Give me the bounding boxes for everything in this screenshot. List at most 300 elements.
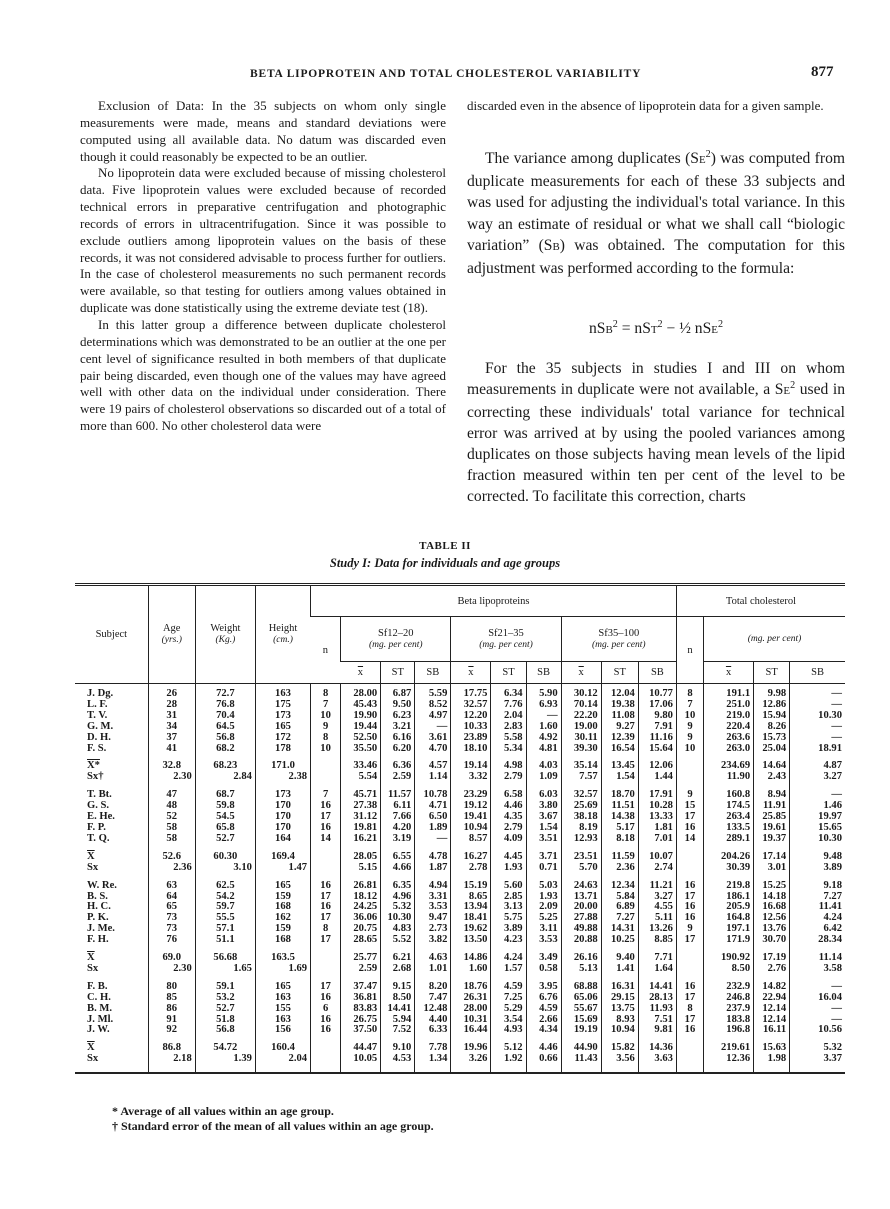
table-cell: 76.8 <box>195 700 255 711</box>
table-cell: 28 <box>148 700 195 711</box>
table-cell: 62.5 <box>195 881 255 892</box>
table-cell: 263.6 <box>704 733 754 744</box>
sx-label: Sx <box>87 962 99 974</box>
spacer-cell <box>255 1065 310 1073</box>
mean-cell: 4.46 <box>526 1043 561 1054</box>
table-cell: 10 <box>676 711 703 722</box>
mean-cell: 26.16 <box>561 953 601 964</box>
subject-name: B. S. <box>87 890 108 902</box>
table-cell: 26 <box>148 684 195 700</box>
subject-name: C. H. <box>87 991 111 1003</box>
table-cell: 25.69 <box>561 801 601 812</box>
table-cell: 6.16 <box>381 733 415 744</box>
table-cell: 289.1 <box>704 834 754 845</box>
header-age <box>148 585 195 684</box>
table-cell: 7 <box>676 700 703 711</box>
table-cell: 20.88 <box>561 935 601 946</box>
sx-label: Sx† <box>87 771 104 783</box>
table-cell: — <box>790 684 845 700</box>
table-cell: 17 <box>311 892 341 903</box>
table-cell: 16 <box>311 881 341 892</box>
text: nS <box>588 320 606 337</box>
table-cell: 92 <box>148 1025 195 1036</box>
mean-cell: 19.14 <box>451 761 491 772</box>
table-cell: 16 <box>676 823 703 834</box>
table-cell: 56.8 <box>195 1025 255 1036</box>
table-cell: 7.01 <box>638 834 676 845</box>
group-sx-row <box>75 863 845 874</box>
table-cell: 17 <box>676 892 703 903</box>
mean-cell <box>676 761 703 772</box>
table-cell: 162 <box>255 913 310 924</box>
table-cell: 29.15 <box>601 993 638 1004</box>
table-cell: 59.8 <box>195 801 255 812</box>
table-cell: 5.58 <box>491 733 526 744</box>
table-cell: 2.09 <box>526 902 561 913</box>
table-cell: 58 <box>148 823 195 834</box>
spacer-cell <box>75 975 148 982</box>
table-title: TABLE II <box>419 540 471 552</box>
variance-formula <box>467 320 845 338</box>
sx-cell <box>676 863 703 874</box>
table-cell: 17.75 <box>451 684 491 700</box>
table-cell: 17.06 <box>638 700 676 711</box>
mean-cell: 13.45 <box>601 761 638 772</box>
table-cell: 16 <box>676 902 703 913</box>
table-cell: 5.90 <box>526 684 561 700</box>
table-cell: 19.19 <box>561 1025 601 1036</box>
table-cell: 10.25 <box>601 935 638 946</box>
table-cell: 27.88 <box>561 913 601 924</box>
table-cell: 13.75 <box>601 1004 638 1015</box>
table-cell: 2.66 <box>526 1015 561 1026</box>
table-cell: 8.50 <box>381 993 415 1004</box>
table-cell: 18.91 <box>790 744 845 755</box>
table-cell: 26.81 <box>341 881 381 892</box>
table-cell: 16.68 <box>754 902 790 913</box>
table-cell: 14.82 <box>754 982 790 993</box>
unit: (mg. per cent) <box>479 639 533 650</box>
table-cell: 59.7 <box>195 902 255 913</box>
table-cell: 37 <box>148 733 195 744</box>
sx-cell: 1.93 <box>491 863 526 874</box>
table-cell: 14.18 <box>754 892 790 903</box>
table-cell: 3.53 <box>415 902 451 913</box>
table-cell: 12.34 <box>601 881 638 892</box>
table-cell: 41 <box>148 744 195 755</box>
text: used in correcting these individuals' total variance for technical error was arrived at by using the pooled variances among duplicates on those subjects having mean levels of the lipid fraction measured within ten per cent of the level to be corrected. To facilitate this correction, charts <box>467 381 845 505</box>
mean-label: $\overline{X}$ <box>87 1042 95 1054</box>
sx-cell: 1.39 <box>195 1054 255 1065</box>
mean-cell: 5.32 <box>790 1043 845 1054</box>
sx-cell: 2.18 <box>148 1054 195 1065</box>
subscript: B <box>605 324 613 336</box>
table-cell: 7.47 <box>415 993 451 1004</box>
table-cell: 10.30 <box>381 913 415 924</box>
table-cell: 4.81 <box>526 744 561 755</box>
sx-cell: 0.66 <box>526 1054 561 1065</box>
table-cell: 15.65 <box>790 823 845 834</box>
data-table <box>75 583 845 1074</box>
superscript: 2 <box>717 318 723 330</box>
table-row <box>75 834 845 845</box>
table-cell: — <box>526 711 561 722</box>
table-cell: 6.93 <box>526 700 561 711</box>
table-cell: 16.21 <box>341 834 381 845</box>
table-cell: 5.60 <box>491 881 526 892</box>
paragraph-lipoprotein-exclusion: No lipoprotein data were excluded because of missing cholesterol data. Five lipoprotein values were excluded because of recorded technical errors in preparative centrifugation and photographic records of errors in ultracentrifugation. Since it was possible to exclude outliers among lipoprotein values on the basis of these records, it was not considered advisable to process further for outliers. In the case of cholesterol measurements no such permanent records were available, so that testing for outliers among values obtained in duplicate was done statistically using the extreme deviate test (18). <box>80 165 446 316</box>
subject-name: P. K. <box>87 912 109 924</box>
table-cell: 9.27 <box>601 722 638 733</box>
table-cell: 25.85 <box>754 812 790 823</box>
mean-cell: 171.0 <box>255 761 310 772</box>
text: For the 35 subjects in studies I and III on whom measurements in duplicate were not available, a S <box>467 360 845 398</box>
unit: (mg. per cent) <box>368 639 423 650</box>
table-cell: 163 <box>255 684 310 700</box>
table-cell: 15.25 <box>754 881 790 892</box>
header-sf12-20 <box>341 617 451 662</box>
unit: (cm.) <box>273 635 293 645</box>
sx-cell: 2.74 <box>638 863 676 874</box>
table-row <box>75 684 845 700</box>
mean-cell: 9.48 <box>790 852 845 863</box>
spacer-cell <box>311 1036 341 1043</box>
table-cell: 9.50 <box>381 700 415 711</box>
table-cell: 19.00 <box>561 722 601 733</box>
mean-cell: 3.49 <box>526 953 561 964</box>
table-cell: 173 <box>255 711 310 722</box>
table-cell: 45.43 <box>341 700 381 711</box>
table-cell: 8.65 <box>451 892 491 903</box>
table-cell: 12.04 <box>601 684 638 700</box>
sx-cell: 1.57 <box>491 964 526 975</box>
table-cell: 164.8 <box>704 913 754 924</box>
table-cell: 4.59 <box>491 982 526 993</box>
table-cell: 19.61 <box>754 823 790 834</box>
table-cell: 3.27 <box>638 892 676 903</box>
subscript: E <box>783 385 791 397</box>
table-cell: 3.95 <box>526 982 561 993</box>
table-cell: 35.50 <box>341 744 381 755</box>
spacer-cell <box>311 845 341 852</box>
table-cell: 19.97 <box>790 812 845 823</box>
table-cell: 80 <box>148 982 195 993</box>
table-cell: 9.98 <box>754 684 790 700</box>
spacer-cell <box>311 946 341 953</box>
text: ) was computed from duplicate measurements for each of these 33 subjects and was used for adjusting the individual's total variance. In this way an estimate of residual or what we shall call “biologic variation” (S <box>467 150 845 254</box>
table-cell: 15.69 <box>561 1015 601 1026</box>
table-cell: 5.11 <box>638 913 676 924</box>
table-cell: 31.12 <box>341 812 381 823</box>
table-cell: 8 <box>676 684 703 700</box>
spacer-cell <box>148 1065 195 1073</box>
table-cell: 11.51 <box>601 801 638 812</box>
spacer-cell <box>676 845 703 852</box>
table-cell: 31 <box>148 711 195 722</box>
table-cell: 9.81 <box>638 1025 676 1036</box>
sx-cell: 3.56 <box>601 1054 638 1065</box>
table-cell: 72.7 <box>195 684 255 700</box>
spacer-cell <box>415 1065 451 1073</box>
table-cell: 30.11 <box>561 733 601 744</box>
spacer-cell <box>561 1065 601 1073</box>
table-cell: 9.18 <box>790 881 845 892</box>
group-sx-row <box>75 1054 845 1065</box>
mean-cell: 17.14 <box>754 852 790 863</box>
page-number: 877 <box>811 64 834 80</box>
mean-cell: 14.64 <box>754 761 790 772</box>
table-row <box>75 733 845 744</box>
table-cell: 9 <box>676 733 703 744</box>
table-cell: 4.46 <box>491 801 526 812</box>
mean-cell: 169.4 <box>255 852 310 863</box>
table-row <box>75 722 845 733</box>
table-cell: 8 <box>311 924 341 935</box>
table-cell: 4.20 <box>381 823 415 834</box>
spacer-cell <box>526 1065 561 1073</box>
table-cell: 17.91 <box>638 790 676 801</box>
table-cell: 3.11 <box>526 924 561 935</box>
mean-cell: 3.71 <box>526 852 561 863</box>
table-cell: 10.30 <box>790 834 845 845</box>
label: Sf12–20 <box>377 627 414 639</box>
table-cell: 17 <box>676 993 703 1004</box>
right-column-continuation <box>467 98 845 115</box>
right-column-pooled <box>467 358 845 507</box>
table-cell: 8.52 <box>415 700 451 711</box>
table-cell: 4.09 <box>491 834 526 845</box>
table-cell: 6.03 <box>526 790 561 801</box>
table-cell: 6.76 <box>526 993 561 1004</box>
table-cell: 32.57 <box>451 700 491 711</box>
table-cell: 19.90 <box>341 711 381 722</box>
label: Sf35–100 <box>598 627 640 639</box>
sx-cell: 3.26 <box>451 1054 491 1065</box>
sx-cell: 5.70 <box>561 863 601 874</box>
mean-cell <box>311 852 341 863</box>
table-cell: — <box>790 1015 845 1026</box>
unit: (mg. per cent) <box>747 634 802 644</box>
table-cell: 11.21 <box>638 881 676 892</box>
table-cell: 15.94 <box>754 711 790 722</box>
table-cell: — <box>790 1004 845 1015</box>
sx-cell: 2.36 <box>601 863 638 874</box>
table-cell: 219.0 <box>704 711 754 722</box>
table-row <box>75 744 845 755</box>
table-cell: 8.93 <box>601 1015 638 1026</box>
table-cell: 4.93 <box>491 1025 526 1036</box>
sx-cell: 2.59 <box>381 772 415 783</box>
header-chol-n: n <box>676 617 703 684</box>
spacer-cell <box>311 1065 341 1073</box>
sx-cell: 2.36 <box>148 863 195 874</box>
table-cell: 56.8 <box>195 733 255 744</box>
mean-cell: 33.46 <box>341 761 381 772</box>
table-cell: 17 <box>311 812 341 823</box>
mean-cell: 10.07 <box>638 852 676 863</box>
table-cell: 68.2 <box>195 744 255 755</box>
superscript: 2 <box>705 148 711 160</box>
table-cell: 15 <box>676 801 703 812</box>
spacer-cell <box>704 1065 754 1073</box>
table-cell: 19.41 <box>451 812 491 823</box>
mean-cell: 9.10 <box>381 1043 415 1054</box>
table-cell: 7.27 <box>601 913 638 924</box>
table-cell: 5.29 <box>491 1004 526 1015</box>
table-cell: 4.55 <box>638 902 676 913</box>
subscript: T <box>650 324 658 336</box>
sx-cell <box>676 964 703 975</box>
mean-cell: 60.30 <box>195 852 255 863</box>
table-cell: — <box>790 700 845 711</box>
subscript: E <box>711 324 718 336</box>
table-cell: 10 <box>311 744 341 755</box>
table-cell: 9.80 <box>638 711 676 722</box>
subject-name: F. B. <box>87 980 108 992</box>
header-xbar: $\overline{x}$ <box>451 662 491 684</box>
header-st: ST <box>491 662 526 684</box>
table-cell: 65.8 <box>195 823 255 834</box>
table-cell: 76 <box>148 935 195 946</box>
sx-cell: 3.89 <box>790 863 845 874</box>
mean-cell: 4.03 <box>526 761 561 772</box>
table-cell: 10 <box>676 744 703 755</box>
table-cell: 4.96 <box>381 892 415 903</box>
table-cell: 14 <box>676 834 703 845</box>
table-cell: 20.00 <box>561 902 601 913</box>
mean-cell: 6.36 <box>381 761 415 772</box>
sx-cell: 1.54 <box>601 772 638 783</box>
table-cell: 251.0 <box>704 700 754 711</box>
sx-cell: 30.39 <box>704 863 754 874</box>
table-cell: 12.14 <box>754 1004 790 1015</box>
table-cell: 65.06 <box>561 993 601 1004</box>
table-cell: 173 <box>255 790 310 801</box>
table-cell: 13.33 <box>638 812 676 823</box>
table-cell: 156 <box>255 1025 310 1036</box>
table-cell: 52 <box>148 812 195 823</box>
table-cell: 9 <box>676 924 703 935</box>
table-cell: 168 <box>255 935 310 946</box>
sx-cell: 3.27 <box>790 772 845 783</box>
header-sb: SB <box>415 662 451 684</box>
sx-cell: 2.43 <box>754 772 790 783</box>
table-cell: — <box>415 834 451 845</box>
table-cell: 14.31 <box>601 924 638 935</box>
mean-cell: 32.8 <box>148 761 195 772</box>
table-cell: 7.27 <box>790 892 845 903</box>
sx-label: Sx <box>87 1053 99 1065</box>
table-cell: 16 <box>676 982 703 993</box>
mean-cell: 35.14 <box>561 761 601 772</box>
table-cell: 73 <box>148 924 195 935</box>
header-st: ST <box>601 662 638 684</box>
mean-cell <box>311 1043 341 1054</box>
table-cell: 28.13 <box>638 993 676 1004</box>
table-cell: 164 <box>255 834 310 845</box>
spacer-cell <box>195 1065 255 1073</box>
table-cell: 1.93 <box>526 892 561 903</box>
table-caption: Study I: Data for individuals and age groups <box>329 556 561 570</box>
mean-cell: 4.98 <box>491 761 526 772</box>
unit: (yrs.) <box>161 635 182 645</box>
table-cell: 19.81 <box>341 823 381 834</box>
spacer-cell <box>75 1065 148 1073</box>
mean-cell: 68.23 <box>195 761 255 772</box>
table-cell: 1.89 <box>415 823 451 834</box>
sx-cell: 1.92 <box>491 1054 526 1065</box>
table-cell: 7.51 <box>638 1015 676 1026</box>
table-cell: 32.57 <box>561 790 601 801</box>
table-cell: 5.84 <box>601 892 638 903</box>
mean-cell <box>676 1043 703 1054</box>
table-cell: 65 <box>148 902 195 913</box>
table-cell: 13.94 <box>451 902 491 913</box>
header-height <box>255 585 310 684</box>
spacer-cell <box>676 946 703 953</box>
mean-cell: 4.78 <box>415 852 451 863</box>
table-cell: 59.1 <box>195 982 255 993</box>
spacer-cell <box>790 1065 845 1073</box>
mean-cell <box>311 761 341 772</box>
table-cell: 5.94 <box>381 1015 415 1026</box>
mean-cell: 15.82 <box>601 1043 638 1054</box>
subject-name: T. Q. <box>87 832 110 844</box>
table-cell: 7.25 <box>491 993 526 1004</box>
table-cell: 53.2 <box>195 993 255 1004</box>
sx-cell: 0.58 <box>526 964 561 975</box>
table-cell: 6 <box>311 1004 341 1015</box>
sx-cell: 2.59 <box>341 964 381 975</box>
table-cell: 11.41 <box>790 902 845 913</box>
table-cell: 263.4 <box>704 812 754 823</box>
mean-cell: 4.24 <box>491 953 526 964</box>
table-cell: 165 <box>255 722 310 733</box>
sx-cell: 1.98 <box>754 1054 790 1065</box>
spacer-cell <box>754 1065 790 1073</box>
table-cell: 36.06 <box>341 913 381 924</box>
table-cell: 4.34 <box>526 1025 561 1036</box>
table-cell: 5.17 <box>601 823 638 834</box>
sx-cell: 12.36 <box>704 1054 754 1065</box>
table-cell: 237.9 <box>704 1004 754 1015</box>
mean-cell: 16.27 <box>451 852 491 863</box>
table-cell: 19.12 <box>451 801 491 812</box>
table-cell: 10.94 <box>451 823 491 834</box>
mean-cell: 11.59 <box>601 852 638 863</box>
table-cell: 4.94 <box>415 881 451 892</box>
table-cell: 4.40 <box>415 1015 451 1026</box>
header-sb: SB <box>790 662 845 684</box>
table-cell: 6.20 <box>381 744 415 755</box>
mean-label: $\overline{X}$ <box>87 850 95 862</box>
sx-cell: 0.71 <box>526 863 561 874</box>
table-cell: 8.94 <box>754 790 790 801</box>
table-cell: 34 <box>148 722 195 733</box>
table-cell: 26.75 <box>341 1015 381 1026</box>
table-cell: 165 <box>255 881 310 892</box>
table-cell: 168 <box>255 902 310 913</box>
table-cell: 37.47 <box>341 982 381 993</box>
table-cell: 54.5 <box>195 812 255 823</box>
table-cell: 14.41 <box>381 1004 415 1015</box>
spacer-cell <box>75 1036 148 1043</box>
table-cell: 197.1 <box>704 924 754 935</box>
table-cell: 9.47 <box>415 913 451 924</box>
table-cell: 17 <box>676 1015 703 1026</box>
table-cell: 4.97 <box>415 711 451 722</box>
sx-cell: 4.53 <box>381 1054 415 1065</box>
